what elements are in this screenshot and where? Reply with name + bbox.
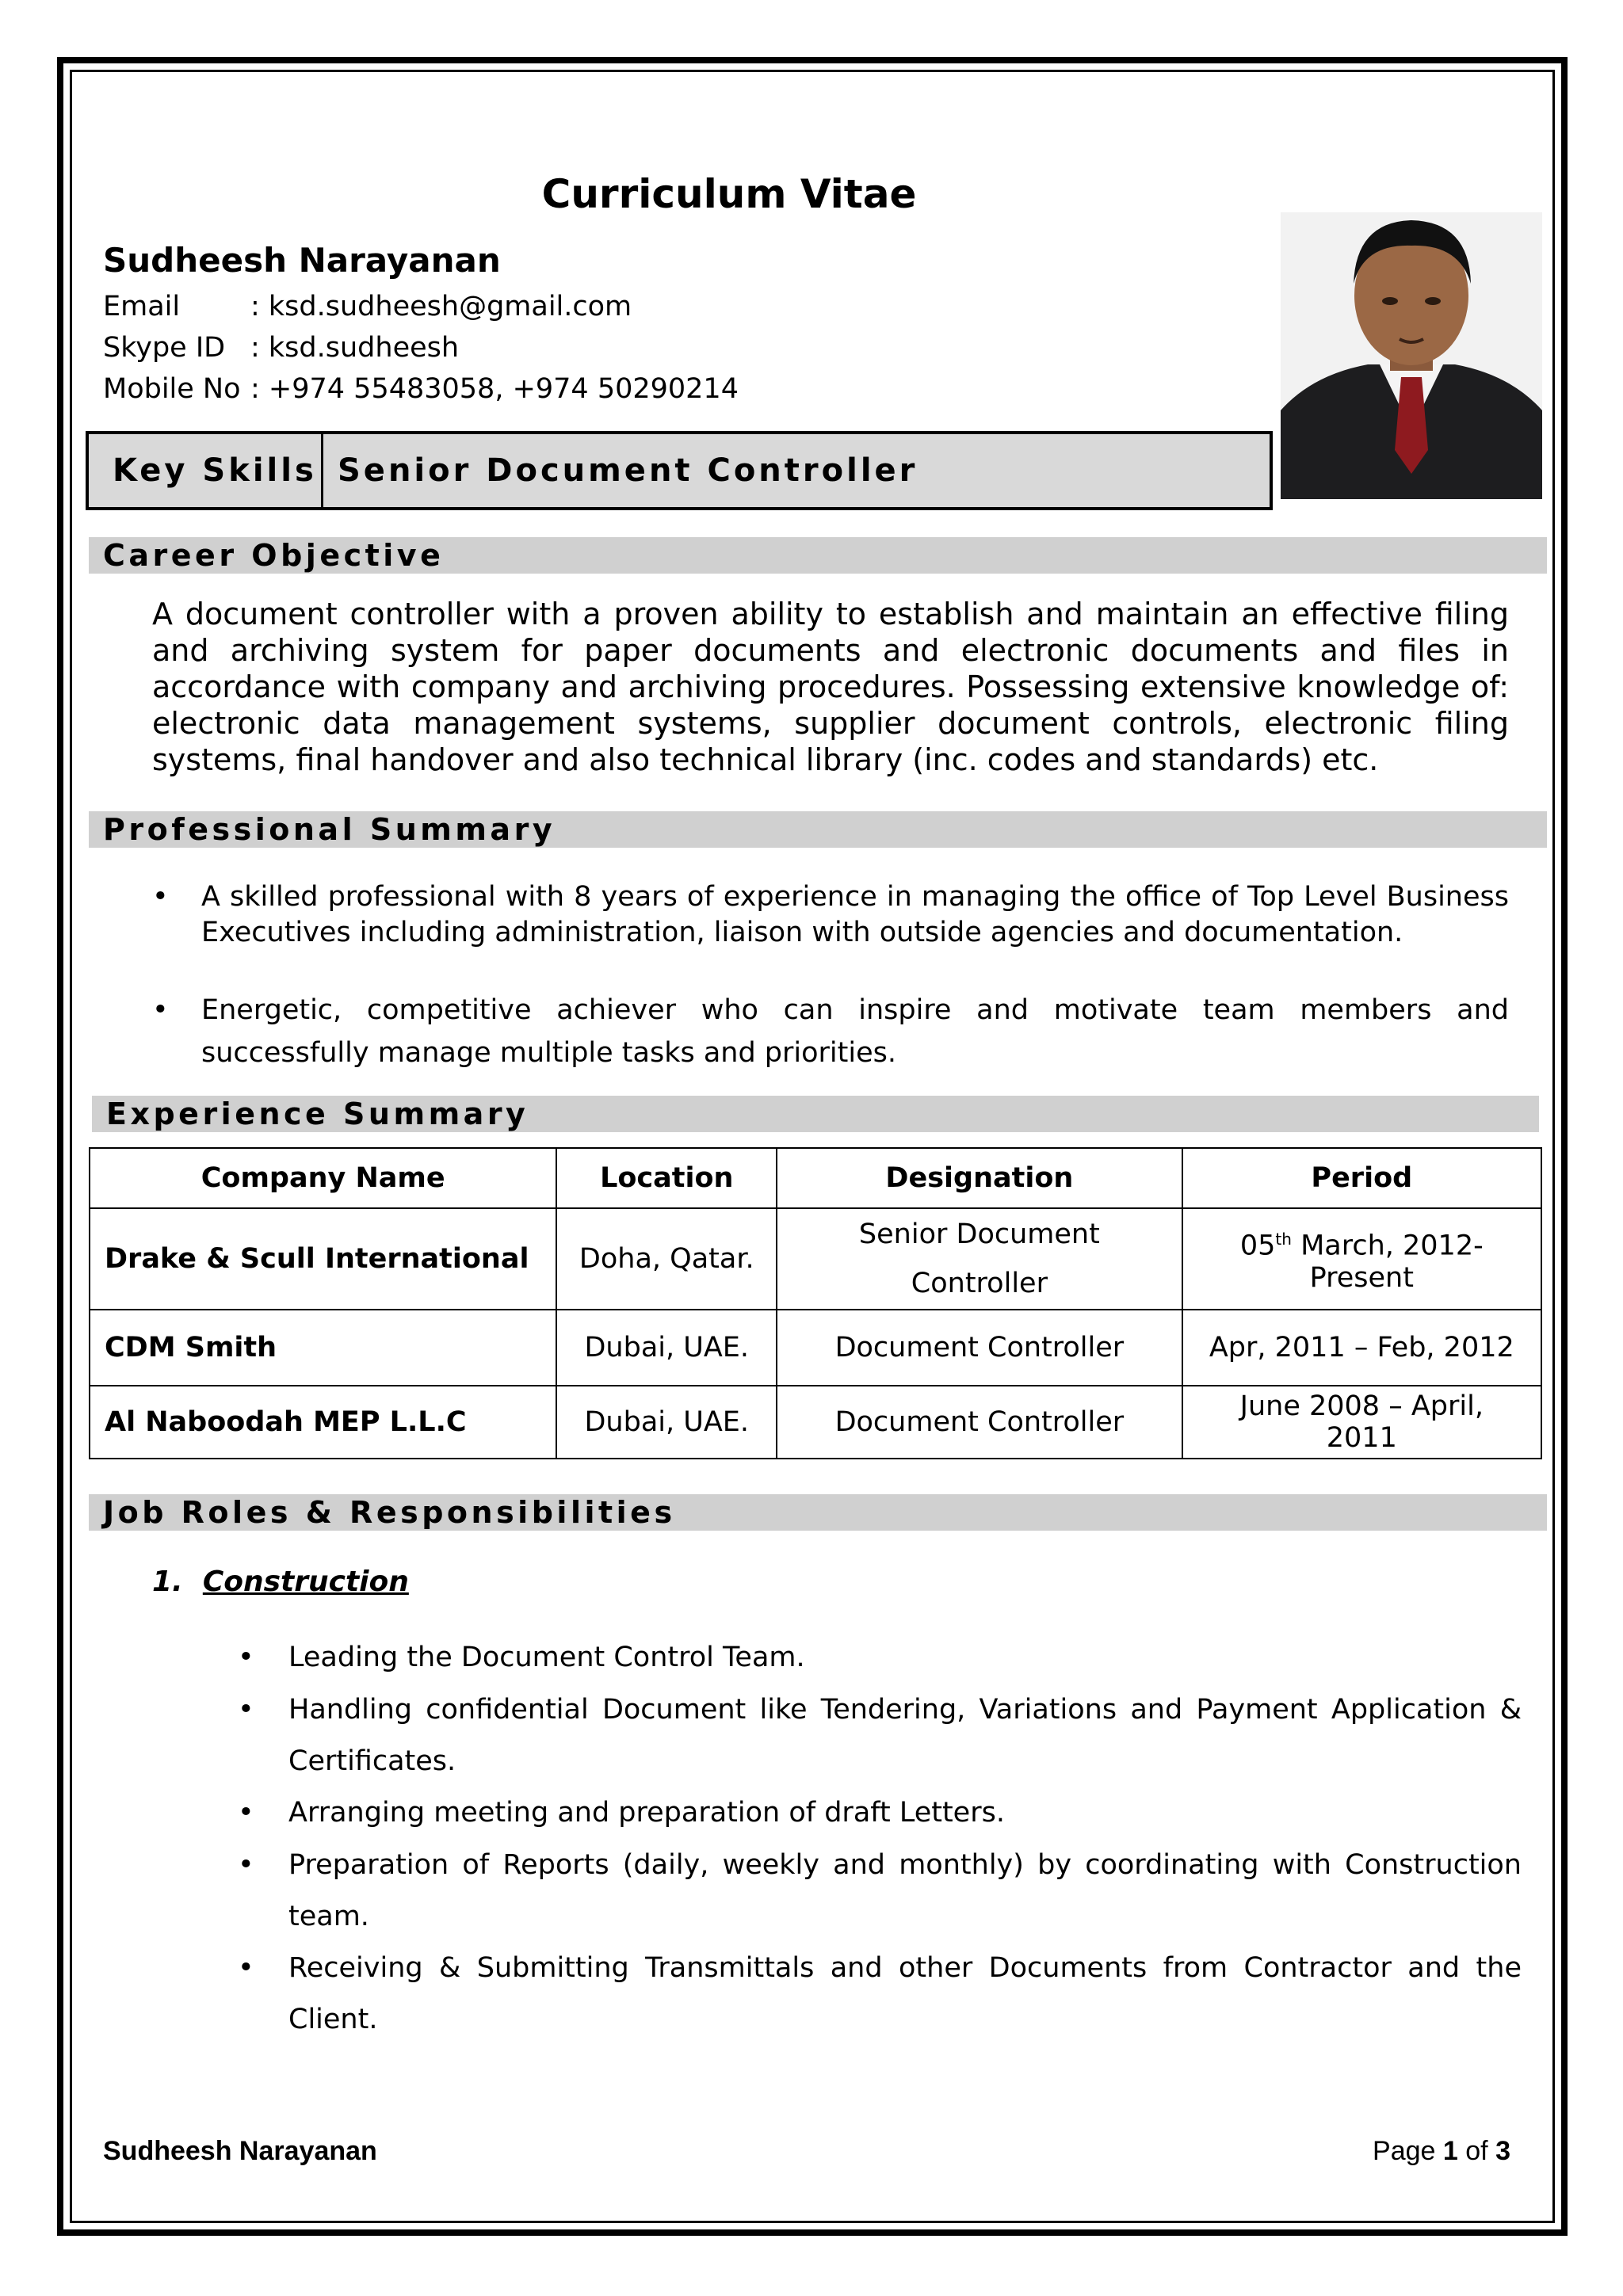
period-line: [1184, 1223, 1540, 1263]
key-skills-value: Senior Document Controller: [338, 452, 918, 489]
location-cell: Doha, Qatar.: [556, 1208, 777, 1310]
professional-summary-heading: Professional Summary: [89, 811, 1547, 848]
list-item-text: Preparation of Reports (daily, weekly and monthly) by coordinating with Construction team.: [288, 1849, 1522, 1932]
email-row: [103, 291, 632, 322]
key-skills-label: Key Skills: [89, 434, 323, 507]
career-objective-text: A document controller with a proven ability to establish and maintain an effective filing and archiving system for paper documents and electronic documents and files in accordance with company and archiving procedures. Possessing extensive knowledge of: electronic data management systems, supplier document controls, electronic filing systems, final handover and also technical library (inc. codes and standards) etc.: [152, 597, 1509, 777]
designation-line: Senior Document: [858, 1219, 1100, 1250]
document-title: Curriculum Vitae: [541, 171, 917, 217]
company-cell: CDM Smith: [90, 1310, 556, 1386]
bullet-icon: •: [238, 1642, 254, 1673]
experience-summary-heading: Experience Summary: [92, 1096, 1539, 1132]
experience-table: [89, 1147, 1542, 1459]
page-current: 1: [1442, 2136, 1458, 2166]
bullet-icon: •: [238, 1849, 254, 1881]
job-roles-heading: Job Roles & Responsibilities: [89, 1494, 1547, 1531]
designation-cell: Document Controller: [777, 1386, 1182, 1459]
list-item-text: Leading the Document Control Team.: [288, 1642, 805, 1673]
skype-row: [103, 332, 459, 364]
company-cell: Al Naboodah MEP L.L.C: [90, 1386, 556, 1459]
of-word: of: [1465, 2136, 1488, 2166]
mobile-row: [103, 373, 739, 405]
bullet-icon: •: [152, 881, 169, 913]
column-header: Location: [556, 1148, 777, 1208]
list-item-text: Energetic, competitive achiever who can inspire and motivate team members and successfully manage multiple tasks and priorities.: [201, 994, 1509, 1069]
skype-label: Skype ID: [103, 332, 226, 364]
location-cell: Dubai, UAE.: [556, 1386, 777, 1459]
designation-cell: [777, 1208, 1182, 1310]
period-line: Present: [1309, 1262, 1414, 1295]
footer-name: Sudheesh Narayanan: [103, 2136, 377, 2166]
location-cell: Dubai, UAE.: [556, 1310, 777, 1386]
period-cell: Apr, 2011 – Feb, 2012: [1182, 1310, 1541, 1386]
company-cell: Drake & Scull International: [90, 1208, 556, 1310]
column-header: Company Name: [90, 1148, 556, 1208]
email-label: Email: [103, 291, 181, 322]
period-cell: [1182, 1386, 1541, 1459]
list-item-text: Receiving & Submitting Transmittals and other Documents from Contractor and the Client.: [288, 1952, 1522, 2035]
roles-subheading-text: Construction: [202, 1566, 409, 1598]
skype-value: : ksd.sudheesh: [250, 332, 460, 364]
table-row: [90, 1208, 1541, 1310]
job-roles-list: [238, 1632, 1522, 2044]
page-number: [1373, 2136, 1510, 2167]
profile-photo: [1281, 212, 1542, 499]
column-header: Designation: [777, 1148, 1182, 1208]
page-word: Page: [1373, 2136, 1436, 2166]
designation-line: Controller: [911, 1268, 1048, 1299]
table-row: [90, 1386, 1541, 1459]
table-row: [90, 1310, 1541, 1386]
bullet-icon: •: [238, 1952, 254, 1984]
person-name: Sudheesh Narayanan: [103, 241, 501, 280]
period-line: June 2008 – April,: [1239, 1390, 1484, 1422]
career-objective-heading: Career Objective: [89, 537, 1547, 574]
period-superscript: th: [1275, 1229, 1292, 1249]
period-day: 05: [1239, 1230, 1276, 1262]
list-item-text: A skilled professional with 8 years of experience in managing the office of Top Level Business Executives including administration, liaison with outside agencies and documentation.: [201, 881, 1509, 948]
bullet-icon: •: [152, 994, 169, 1026]
period-line: 2011: [1326, 1422, 1397, 1454]
roles-number: 1.: [152, 1566, 183, 1598]
page-total: 3: [1495, 2136, 1510, 2166]
roles-subheading: [152, 1566, 409, 1598]
email-value: : ksd.sudheesh@gmail.com: [250, 291, 632, 322]
period-cell: [1182, 1208, 1541, 1310]
mobile-label: Mobile No: [103, 373, 241, 405]
mobile-value: : +974 55483058, +974 50290214: [250, 373, 739, 405]
period-rest: March, 2012-: [1291, 1230, 1484, 1262]
list-item-text: Arranging meeting and preparation of draft Letters.: [288, 1797, 1005, 1829]
list-item-text: Handling confidential Document like Tendering, Variations and Payment Application & Certificates.: [288, 1694, 1522, 1777]
table-header-row: [90, 1148, 1541, 1208]
bullet-icon: •: [238, 1694, 254, 1726]
professional-summary-list: [152, 879, 1509, 1070]
key-skills-box: [86, 431, 1273, 510]
column-header: Period: [1182, 1148, 1541, 1208]
designation-cell: Document Controller: [777, 1310, 1182, 1386]
bullet-icon: •: [238, 1797, 254, 1829]
